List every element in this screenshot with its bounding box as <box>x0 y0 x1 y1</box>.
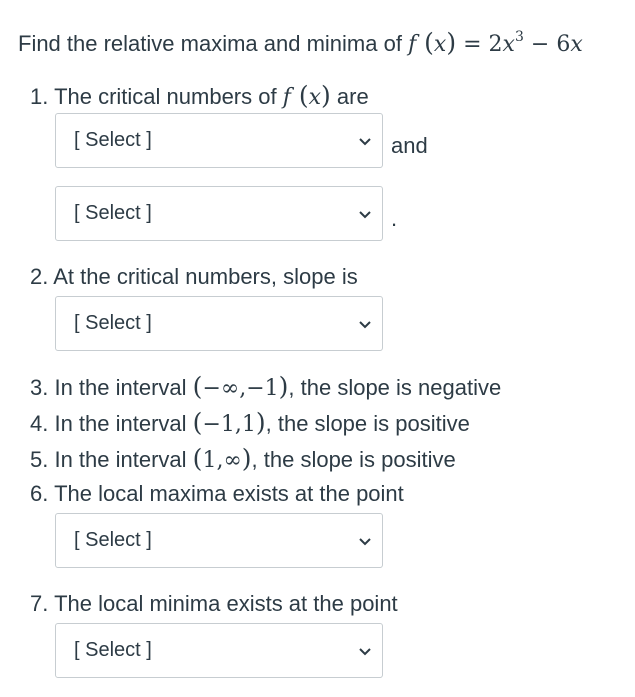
select-value: [ Select ] <box>74 639 152 661</box>
slope-select[interactable] <box>55 296 383 351</box>
question-1-suffix: are <box>336 84 369 109</box>
critical-number-2-select[interactable] <box>55 186 383 241</box>
select-value: [ Select ] <box>74 529 152 551</box>
question-1 <box>30 81 369 110</box>
question-2: 2. At the critical numbers, slope is <box>30 264 358 289</box>
select-value: [ Select ] <box>74 202 152 224</box>
local-minima-select[interactable] <box>55 623 383 678</box>
chevron-down-icon <box>358 537 372 547</box>
period-label: . <box>391 206 398 231</box>
chevron-down-icon <box>358 320 372 330</box>
title-text: Find the relative maxima and minima of <box>18 31 402 56</box>
critical-number-1-select[interactable] <box>55 113 383 168</box>
chevron-down-icon <box>358 210 372 220</box>
question-3: 3. In the interval (−∞,−1), the slope is negative <box>30 372 502 401</box>
question-4: 4. In the interval (−1,1), the slope is positive <box>30 408 470 437</box>
question-7: 7. The local minima exists at the point <box>30 591 398 616</box>
chevron-down-icon <box>358 647 372 657</box>
select-value: [ Select ] <box>74 129 152 151</box>
and-label: and <box>391 133 428 158</box>
question-5: 5. In the interval (1,∞), the slope is positive <box>30 444 456 473</box>
question-1-function: f (x) <box>282 81 331 110</box>
question-1-prefix: 1. The critical numbers of <box>30 84 277 109</box>
chevron-down-icon <box>358 137 372 147</box>
title-function: f $(x) = 2x^3 - 6x$ <box>408 28 583 57</box>
question-6: 6. The local maxima exists at the point <box>30 481 404 506</box>
select-value: [ Select ] <box>74 312 152 334</box>
local-maxima-select[interactable] <box>55 513 383 568</box>
question-title <box>18 28 583 57</box>
